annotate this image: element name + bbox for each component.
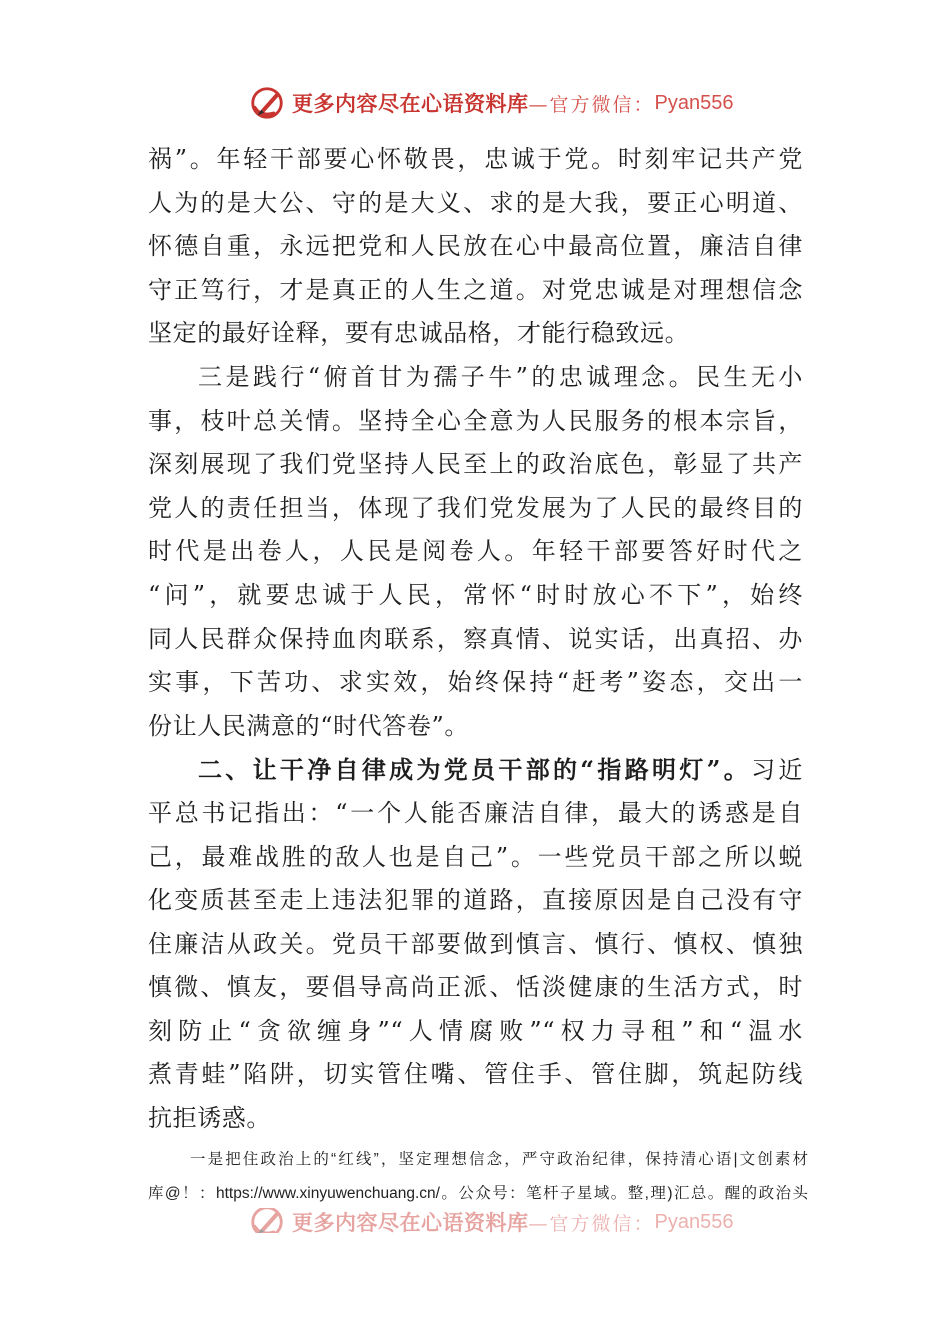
body-line-heading	[148, 748, 803, 792]
bottom-watermark	[0, 1208, 950, 1233]
section-heading: 二、让干净自律成为党员干部的“指路明灯”。	[198, 755, 752, 785]
header-watermark	[248, 84, 733, 122]
body-line: 深刻展现了我们党坚持人民至上的政治底色，彰显了共产	[148, 450, 803, 479]
pen-logo-icon	[248, 1208, 286, 1233]
paragraph-3	[148, 748, 803, 1140]
body-line: 怀德自重，永远把党和人民放在心中最高位置，廉洁自律	[148, 232, 803, 261]
bottom-watermark-row	[248, 1208, 733, 1233]
header-title: 更多内容尽在心语资料库	[292, 91, 529, 116]
body-line: 己，最难战胜的敌人也是自己”。一些党员干部之所以蜕	[148, 842, 803, 871]
body-line: 守正笃行，才是真正的人生之道。对党忠诚是对理想信念	[148, 275, 803, 304]
body-line: 时代是出卷人，人民是阅卷人。年轻干部要答好时代之	[148, 537, 803, 566]
paragraph-1	[148, 138, 803, 356]
body-line: 坚定的最好诠释，要有忠诚品格，才能行稳致远。	[148, 319, 690, 348]
body-line: 份让人民满意的“时代答卷”。	[148, 711, 469, 740]
footer-text	[148, 1143, 808, 1211]
bottom-watermark-title: 更多内容尽在心语资料库	[292, 1210, 529, 1233]
body-line: 祸”。年轻干部要心怀敬畏，忠诚于党。时刻牢记共产党	[148, 145, 803, 173]
body-line: 慎微、慎友，要倡导高尚正派、恬淡健康的生活方式，时	[148, 973, 803, 1002]
body-line: 党人的责任担当，体现了我们党发展为了人民的最终目的	[148, 493, 803, 522]
footer-line: 库@！：https://www.xinyuwenchuang.cn/。公众号：笔杆子星域。整,理)汇总。醒的政治头	[148, 1185, 808, 1202]
body-line: 抗拒诱惑。	[148, 1104, 271, 1133]
body-line: 住廉洁从政关。党员干部要做到慎言、慎行、慎权、慎独	[148, 929, 803, 958]
document-body	[148, 138, 803, 1141]
pen-logo-icon	[248, 84, 286, 122]
heading-continuation: 习近	[751, 756, 803, 785]
body-line: 化变质甚至走上违法犯罪的道路，直接原因是自己没有守	[148, 886, 803, 915]
bottom-watermark-separator: —官方微信：	[528, 1212, 655, 1233]
body-line: 煮青蛙”陷阱，切实管住嘴、管住手、管住脚，筑起防线	[148, 1060, 803, 1089]
body-line: 事，枝叶总关情。坚持全心全意为人民服务的根本宗旨，	[148, 406, 803, 435]
body-line: 刻防止“贪欲缠身”“人情腐败”“权力寻租”和“温水	[148, 1016, 803, 1045]
header-separator: —官方微信：	[528, 93, 655, 116]
footer-line: 一是把住政治上的“红线”，坚定理想信念，严守政治纪律，保持清心语|文创素材	[190, 1151, 808, 1168]
body-line: 人为的是大公、守的是大义、求的是大我，要正心明道、	[148, 188, 803, 217]
body-line: 实事，下苦功、求实效，始终保持“赶考”姿态，交出一	[148, 668, 803, 697]
body-line: 同人民群众保持血肉联系，察真情、说实话，出真招、办	[148, 624, 803, 653]
body-line: 三是践行“俯首甘为孺子牛”的忠诚理念。民生无小	[198, 362, 803, 391]
paragraph-2	[148, 356, 803, 748]
body-line: “问”，就要忠诚于人民，常怀“时时放心不下”，始终	[148, 580, 803, 609]
bottom-watermark-wechat-id: Pyan556	[654, 1210, 734, 1233]
body-line: 平总书记指出：“一个人能否廉洁自律，最大的诱惑是自	[148, 798, 803, 827]
header-wechat-id: Pyan556	[654, 91, 734, 114]
